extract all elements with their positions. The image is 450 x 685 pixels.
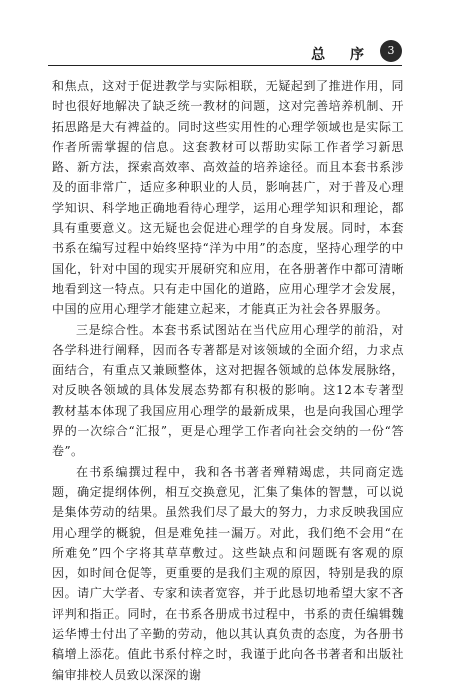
paragraph-2: 三是综合性。本套书系试图站在当代应用心理学的前沿，对各学科进行阐释，因而各专著都是对该领域的全面介绍，力求点面结合，有重点又兼顾整体，这对把握各领域的总体发展脉络，对反映各领域的具体发展态势都有积极的影响。这12本专著型教材基本体现了我国应用心理学的最新成果，也是向我国心理学界的一次综合“汇报”，更是心理学工作者向社会交纳的一份“答卷”。 — [52, 322, 404, 459]
paragraph-1: 和焦点，这对于促进教学与实际相联，无疑起到了推进作用，同时也很好地解决了缺乏统一教材的问题，这对完善培养机制、开拓思路是大有裨益的。同时这些实用性的心理学领域也是实际工作者所需掌握的信息。这套教材可以帮助实际工作者学习新思路、新方法，探索高效率、高效益的培养途径。而且本套书系涉及的面非常广，适应多种职业的人员，影响甚广，对于普及心理学知识、科学地正确地看待心理学，运用心理学知识和理论，都具有重要意义。这无疑也会促进心理学的自身发展。同时，本套书系在编写过程中始终坚持“洋为中用”的态度，坚持心理学的中国化，针对中国的现实开展研究和应用，在各册著作中都可清晰地看到这一特点。只有走中国化的道路，应用心理学才会发展，中国的应用心理学才能建立起来，才能真正为社会各界服务。 — [52, 79, 404, 317]
page-number-badge: 3 — [380, 40, 402, 62]
running-title: 总 序 — [311, 47, 374, 63]
page-header — [48, 36, 402, 66]
header-rule — [48, 65, 402, 66]
body-text — [52, 76, 404, 685]
paragraph-3: 在书系编撰过程中，我和各书著者殚精竭虑，共同商定选题，确定提纲体例，相互交换意见，汇集了集体的智慧，可以说是集体劳动的结果。虽然我们尽了最大的努力，力求反映我国应用心理学的概貌，但是难免挂一漏万。对此，我们绝不会用“在所难免”四个字将其草草敷过。这些缺点和问题既有客观的原因，如时间仓促等，更重要的是我们主观的原因，特别是我的原因。请广大学者、专家和读者宽容，并于此恳切地希望大家不吝评判和指正。同时，在书系各册成书过程中，书系的责任编辑魏运华博士付出了辛勤的劳动，他以其认真负责的态度，为各册书稿增上添花。值此书系付梓之时，我谨于此向各书著者和出版社编审排校人员致以深深的谢 — [52, 464, 404, 682]
